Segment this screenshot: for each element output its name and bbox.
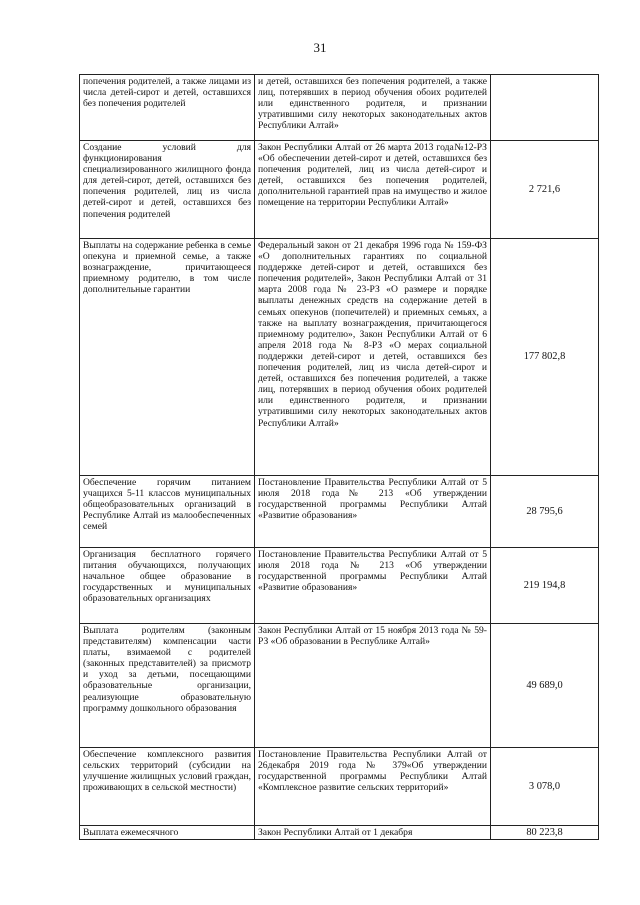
- row-amount-cell: [491, 75, 599, 141]
- row-amount-cell: 177 802,8: [491, 239, 599, 476]
- table-row: [80, 548, 599, 624]
- page-number: 31: [313, 40, 327, 55]
- row-name-cell: попечения родителей, а также лицами из числа детей-сирот и детей, оставшихся без попечения родителей: [80, 75, 255, 141]
- row-name-cell: Выплата родителям (законным представителям) компенсации части платы, взимаемой с родителей (законных представителей) за присмотр и уход за детьми, посещающими образовательные организации, реализующие образовательную программу дошкольного образования: [80, 624, 255, 748]
- row-basis-cell: Закон Республики Алтай от 26 марта 2013 года№12-РЗ «Об обеспечении детей-сирот и детей, оставшихся без попечения родителей, лиц из числа детей-сирот и детей, оставшихся без попечения родителей, дополнительной гарантией прав на имущество и жилое помещение на территории Республики Алтай»: [255, 141, 491, 239]
- table-row: [80, 826, 599, 840]
- row-amount-cell: 49 689,0: [491, 624, 599, 748]
- row-amount-cell: 2 721,6: [491, 141, 599, 239]
- row-name-cell: Создание условий для функционирования специализированного жилищного фонда для детей-сирот, детей, оставшихся без попечения родителей, лиц из числа детей-сирот и детей, оставшихся без попечения родителей: [80, 141, 255, 239]
- row-name-cell: Обеспечение комплексного развития сельских территорий (субсидии на улучшение жилищных условий граждан, проживающих в сельской местности): [80, 748, 255, 826]
- row-name-cell: Обеспечение горячим питанием учащихся 5-11 классов муниципальных общеобразовательных организаций в Республике Алтай из малообеспеченных семей: [80, 476, 255, 548]
- row-basis-cell: Закон Республики Алтай от 1 декабря: [255, 826, 491, 840]
- row-amount-cell: 3 078,0: [491, 748, 599, 826]
- row-amount-cell: 28 795,6: [491, 476, 599, 548]
- table-row: [80, 624, 599, 748]
- row-basis-cell: Постановление Правительства Республики Алтай от 5 июля 2018 года № 213 «Об утверждении государственной программы Республики Алтай «Развитие образования»: [255, 548, 491, 624]
- row-basis-cell: Закон Республики Алтай от 15 ноября 2013 года № 59-РЗ «Об образовании в Республике Алтай»: [255, 624, 491, 748]
- table-row: [80, 476, 599, 548]
- table-row: [80, 75, 599, 141]
- budget-table: [79, 74, 599, 840]
- row-basis-cell: Федеральный закон от 21 декабря 1996 года № 159-ФЗ «О дополнительных гарантиях по социальной поддержке детей-сирот и детей, оставшихся без попечения родителей», Закон Республики Алтай от 31 марта 2008 года № 23-РЗ «О размере и порядке выплаты денежных средств на содержание детей в семьях опекунов (попечителей) и приемных семьях, а также на выплату вознаграждения, причитающегося приемному родителю», Закон Республики Алтай от 6 апреля 2018 года № 8-РЗ «О мерах социальной поддержки детей-сирот и детей, оставшихся без попечения родителей, лиц из числа детей-сирот и детей, оставшихся без попечения родителей, а также лиц, потерявших в период обучения обоих родителей или единственного родителя, и признании утратившими силу некоторых законодательных актов Республики Алтай»: [255, 239, 491, 476]
- row-basis-cell: Постановление Правительства Республики Алтай от 26декабря 2019 года № 379«Об утверждении государственной программы Республики Алтай «Комплексное развитие сельских территорий»: [255, 748, 491, 826]
- table-row: [80, 141, 599, 239]
- row-amount-cell: 219 194,8: [491, 548, 599, 624]
- row-name-cell: Выплаты на содержание ребенка в семье опекуна и приемной семье, а также вознаграждение, причитающееся приемному родителю, в том числе дополнительные гарантии: [80, 239, 255, 476]
- row-name-cell: Выплата ежемесячного: [80, 826, 255, 840]
- row-basis-cell: и детей, оставшихся без попечения родителей, а также лиц, потерявших в период обучения обоих родителей или единственного родителя, и признании утратившими силу некоторых законодательных актов Республики Алтай»: [255, 75, 491, 141]
- row-amount-cell: 80 223,8: [491, 826, 599, 840]
- row-name-cell: Организация бесплатного горячего питания обучающихся, получающих начальное общее образование в государственных и муниципальных образовательных организациях: [80, 548, 255, 624]
- table-row: [80, 239, 599, 476]
- row-basis-cell: Постановление Правительства Республики Алтай от 5 июля 2018 года№ 213 «Об утверждении государственной программы Республики Алтай «Развитие образования»: [255, 476, 491, 548]
- table-row: [80, 748, 599, 826]
